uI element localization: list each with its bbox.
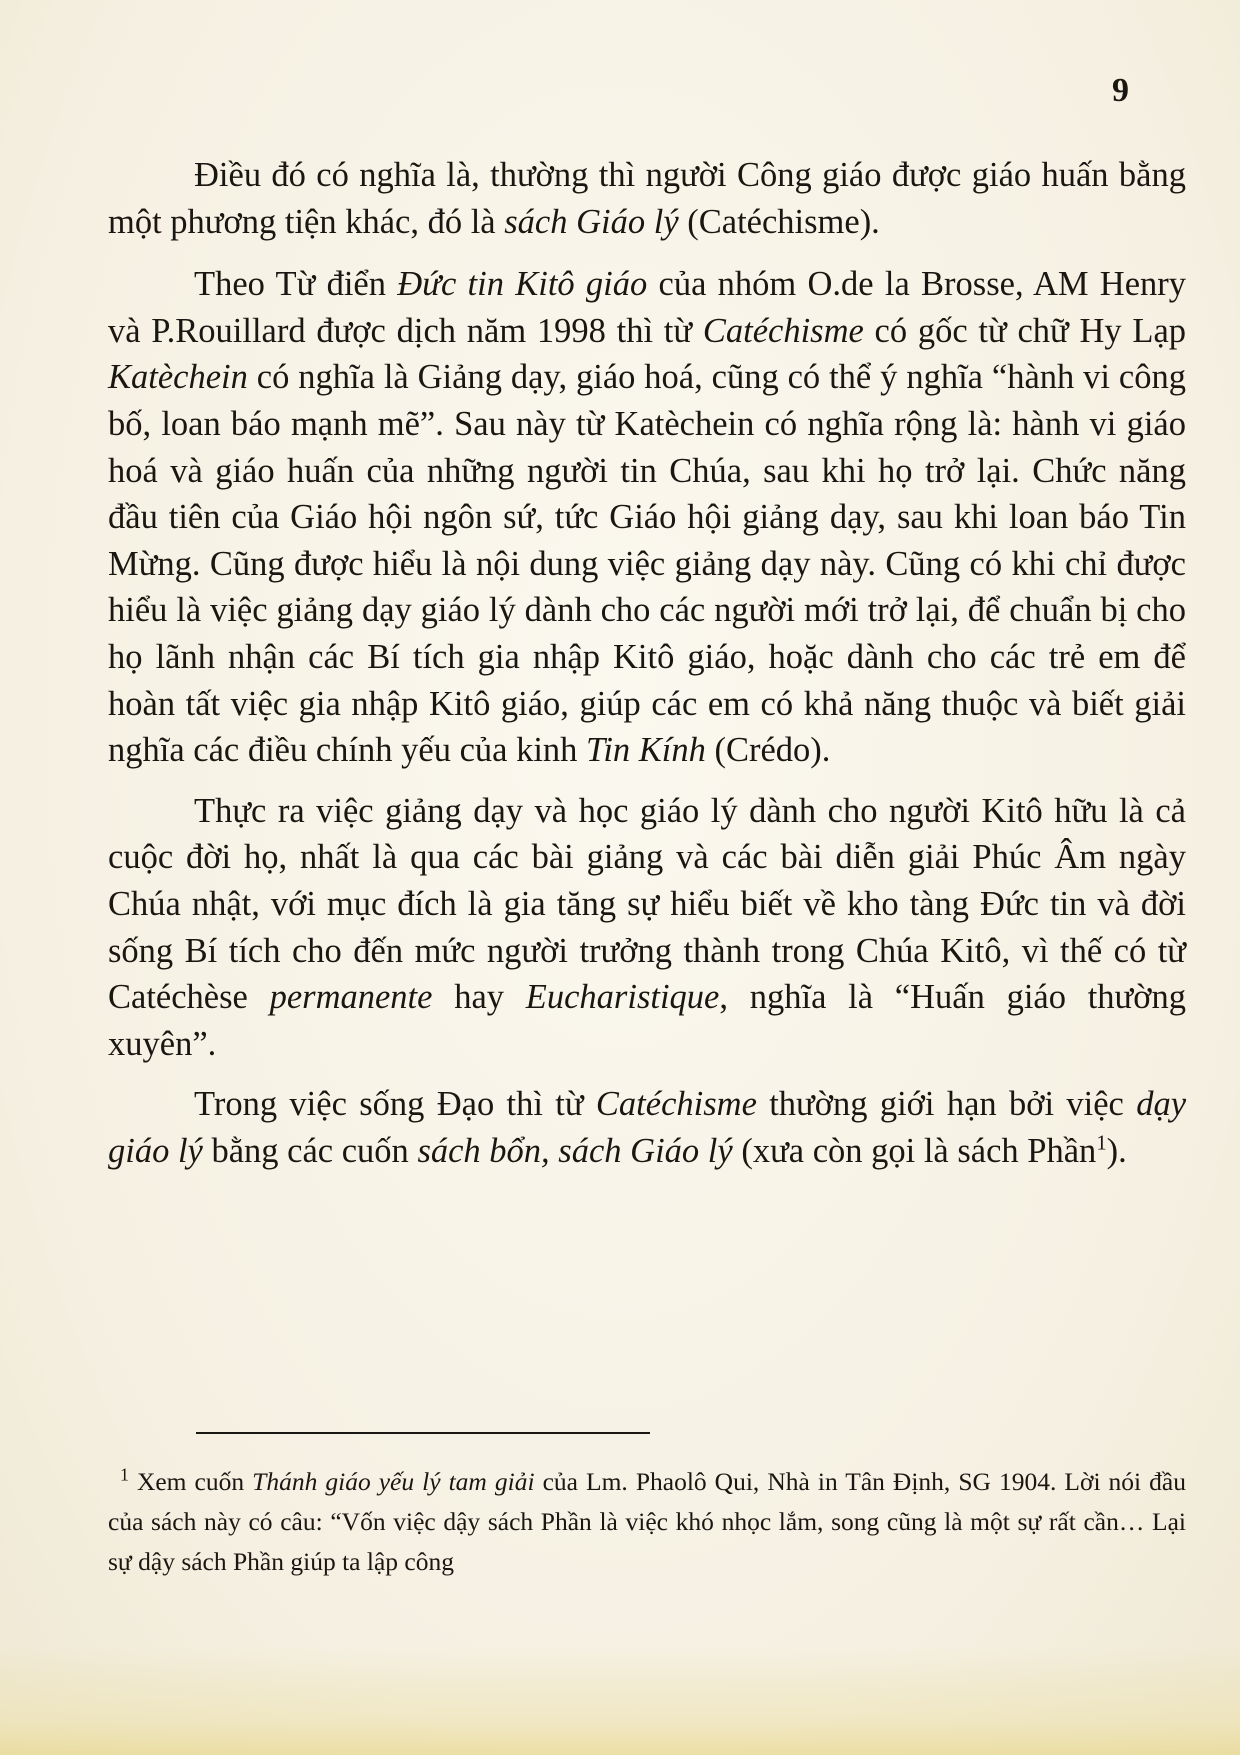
footnote	[108, 1462, 1186, 1582]
text-run: có gốc từ chữ Hy Lạp	[863, 311, 1187, 350]
text-run: ).	[1106, 1131, 1127, 1170]
text-run: , nghĩa là “Huấn giáo thường xuyên”.	[108, 978, 1186, 1063]
italic-run: dạy giáo lý	[108, 1085, 1187, 1170]
paragraph-2	[108, 261, 1186, 774]
text-run: Trong việc sống Đạo thì từ	[194, 1085, 596, 1124]
page-number: 9	[1112, 72, 1130, 109]
text-run: (Catéchisme).	[678, 202, 880, 241]
footnote-reference: 1	[1096, 1132, 1107, 1155]
footnote-marker: 1	[120, 1464, 129, 1485]
text-run: của Lm. Phaolô Qui, Nhà in Tân Định, SG 1904. Lời nói đầu của sách này có câu: “Vốn việc dậy sách Phần là việc khó nhọc lắm, song cũng là một sự rất cần… Lại sự dậy sách Phần giúp ta lập công	[108, 1467, 1186, 1576]
paragraph-1	[108, 152, 1186, 245]
text-run: (Crédo).	[705, 731, 831, 770]
italic-run: sách Giáo lý	[504, 202, 679, 241]
text-run: thường giới hạn bởi việc	[756, 1085, 1137, 1124]
italic-run: sách bổn, sách Giáo lý	[417, 1131, 733, 1170]
italic-run: Tin Kính	[586, 731, 706, 770]
italic-run: Đức tin Kitô giáo	[397, 265, 648, 304]
page-stain	[0, 1645, 1240, 1755]
text-run: Điều đó có nghĩa là, thường thì người Công giáo được giáo huấn bằng một phương tiện khác, đó là	[108, 156, 1186, 241]
italic-run: Katèchein	[108, 358, 248, 397]
text-run: hay	[432, 978, 526, 1017]
text-run: bằng các cuốn	[202, 1131, 418, 1170]
paragraph-3	[108, 788, 1186, 1068]
text-run: của nhóm O.de la Brosse, AM Henry và P.Rouillard được dịch năm 1998 thì từ	[108, 265, 1187, 350]
italic-run: Thánh giáo yếu lý tam giải	[252, 1467, 535, 1496]
paragraph-4	[108, 1081, 1186, 1174]
footnote-divider	[196, 1432, 650, 1434]
italic-run: permanente	[269, 978, 433, 1017]
text-run: Thực ra việc giảng dạy và học giáo lý dành cho người Kitô hữu là cả cuộc đời họ, nhất là qua các bài giảng và các bài diễn giải Phúc Âm ngày Chúa nhật, với mục đích là gia tăng sự hiểu biết về kho tàng Đức tin và đời sống Bí tích cho đến mức người trưởng thành trong Chúa Kitô, vì thế có từ Catéchèse	[108, 791, 1186, 1017]
italic-run: Eucharistique	[525, 978, 720, 1017]
text-run: Theo Từ điển	[194, 265, 398, 304]
text-run: Xem cuốn	[128, 1467, 253, 1496]
text-run: có nghĩa là Giảng dạy, giáo hoá, cũng có thể ý nghĩa “hành vi công bố, loan báo mạnh mẽ”. Sau này từ Katèchein có nghĩa rộng là: hành vi giáo hoá và giáo huấn của những người tin Chúa, sau khi họ trở lại. Chức năng đầu tiên của Giáo hội ngôn sứ, tức Giáo hội giảng dạy, sau khi loan báo Tin Mừng. Cũng được hiểu là nội dung việc giảng dạy này. Cũng có khi chỉ được hiểu là việc giảng dạy giáo lý dành cho các người mới trở lại, để chuẩn bị cho họ lãnh nhận các Bí tích gia nhập Kitô giáo, hoặc dành cho các trẻ em để hoàn tất việc gia nhập Kitô giáo, giúp các em có khả năng thuộc và biết giải nghĩa các điều chính yếu của kinh	[108, 358, 1186, 770]
italic-run: Catéchisme	[595, 1085, 757, 1124]
text-run: (xưa còn gọi là sách Phần	[732, 1131, 1097, 1170]
body-text	[108, 152, 1186, 1188]
italic-run: Catéchisme	[702, 311, 864, 350]
